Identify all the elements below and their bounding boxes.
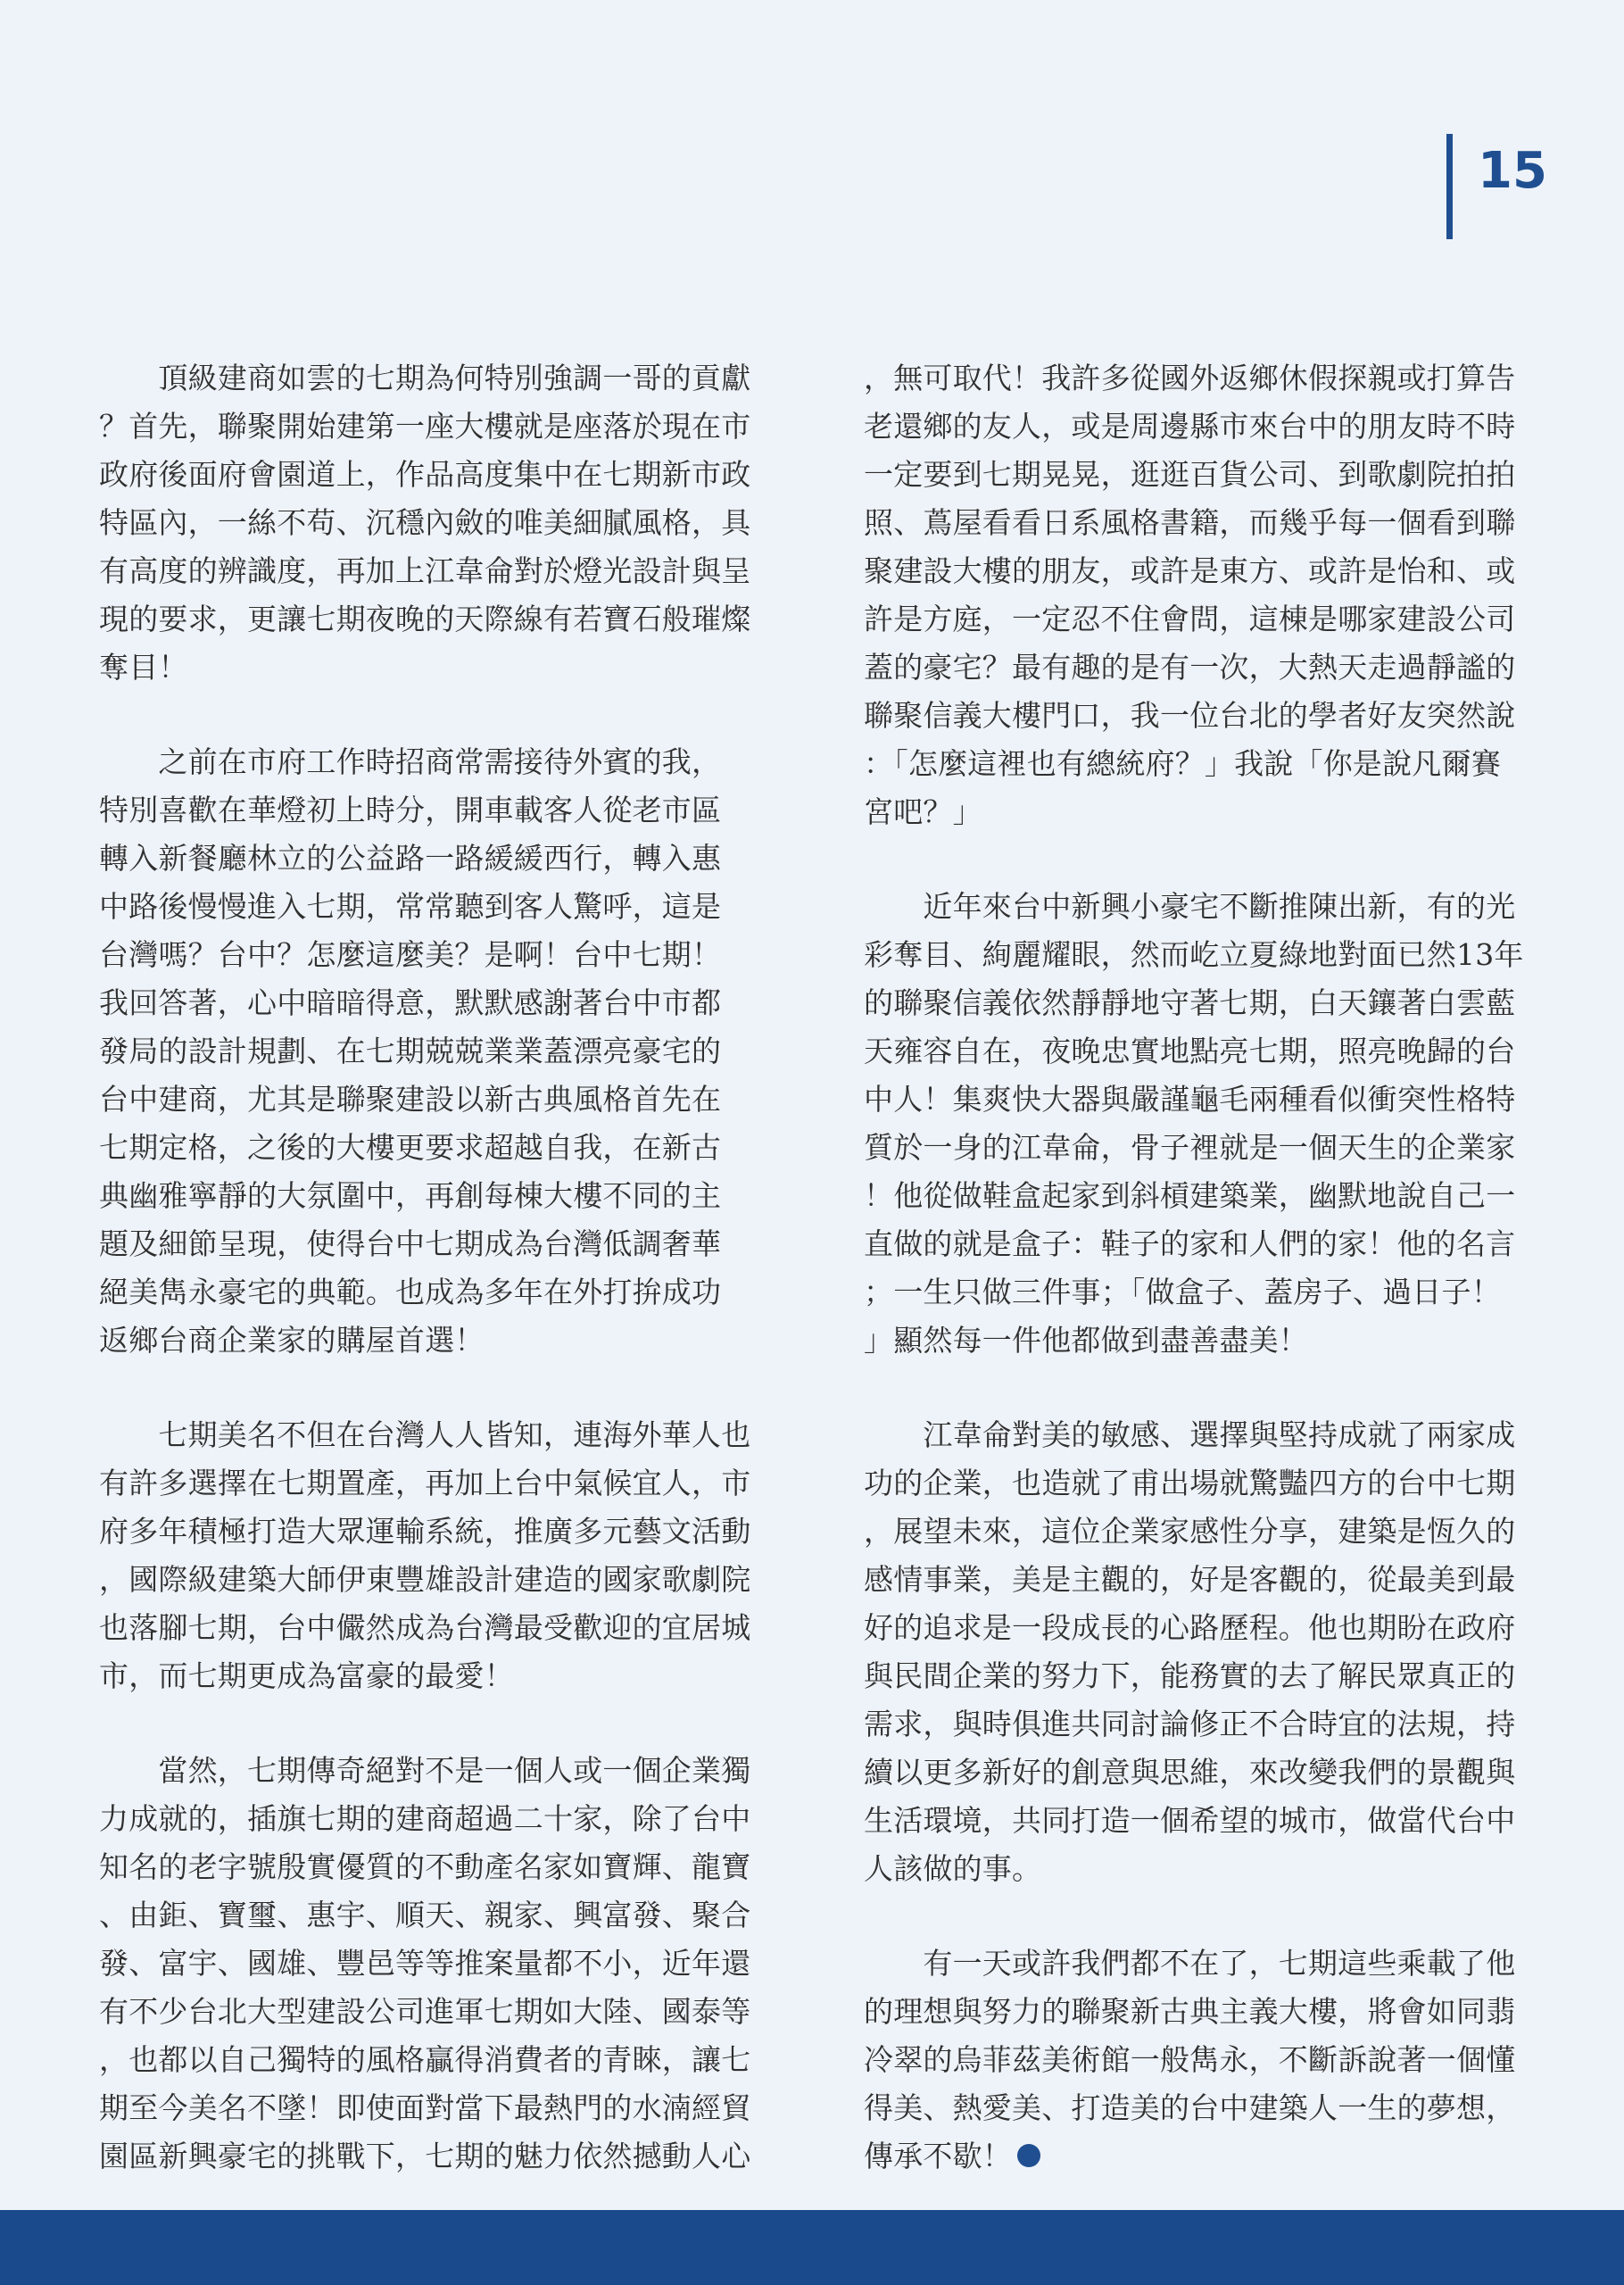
text-line: 政府後面府會園道上，作品高度集中在七期新市政 <box>99 457 751 492</box>
text-line: 市，而七期更成為富豪的最愛！ <box>99 1658 514 1693</box>
paragraph <box>864 354 1519 836</box>
text-line: 好的追求是一段成長的心路歷程。他也期盼在政府 <box>864 1610 1516 1645</box>
text-line: 與民間企業的努力下，能務實的去了解民眾真正的 <box>864 1658 1516 1693</box>
text-line: 蓋的豪宅？最有趣的是有一次，大熱天走過靜謐的 <box>864 650 1516 685</box>
left-column <box>99 354 754 2181</box>
text-line: 生活環境，共同打造一個希望的城市，做當代台中 <box>864 1803 1516 1838</box>
text-line: ，無可取代！我許多從國外返鄉休假探親或打算告 <box>864 361 1516 395</box>
paragraph-gap <box>864 1893 1519 1940</box>
text-line: 發、富宇、國雄、豐邑等等推案量都不小，近年還 <box>99 1946 751 1981</box>
text-line: 台中建商，尤其是聯聚建設以新古典風格首先在 <box>99 1082 722 1117</box>
text-line: 期至今美名不墜！即使面對當下最熱門的水湳經貿 <box>99 2090 751 2125</box>
text-line: 有不少台北大型建設公司進軍七期如大陸、國泰等 <box>99 1994 751 2029</box>
text-line: 江韋侖對美的敏感、選擇與堅持成就了兩家成 <box>864 1417 1516 1452</box>
text-line: 感情事業，美是主觀的，好是客觀的，從最美到最 <box>864 1562 1516 1597</box>
text-line: 台灣嗎？台中？怎麼這麼美？是啊！台中七期！ <box>99 937 722 972</box>
text-line: 之前在市府工作時招商常需接待外賓的我， <box>99 744 722 779</box>
text-line: 現的要求，更讓七期夜晚的天際線有若寶石般璀燦 <box>99 602 751 636</box>
text-line: 奪目！ <box>99 650 188 685</box>
text-line: 中人！集爽快大器與嚴謹龜毛兩種看似衝突性格特 <box>864 1082 1516 1117</box>
text-line: 老還鄉的友人，或是周邊縣市來台中的朋友時不時 <box>864 409 1516 444</box>
text-line: 聯聚信義大樓門口，我一位台北的學者好友突然說 <box>864 698 1516 733</box>
paragraph <box>864 883 1524 1365</box>
text-line: 也落腳七期，台中儼然成為台灣最受歡迎的宜居城 <box>99 1610 751 1645</box>
text-line: 彩奪目、絢麗耀眼，然而屹立夏綠地對面已然13年 <box>864 937 1524 972</box>
text-line: 冷翠的烏菲茲美術館一般雋永，不斷訴說著一個懂 <box>864 2042 1516 2077</box>
paragraph <box>99 738 754 1365</box>
text-line: 有許多選擇在七期置產，再加上台中氣候宜人，市 <box>99 1466 751 1500</box>
text-line: 的理想與努力的聯聚新古典主義大樓，將會如同翡 <box>864 1994 1516 2029</box>
text-line: 」顯然每一件他都做到盡善盡美！ <box>864 1323 1308 1358</box>
text-line: 直做的就是盒子：鞋子的家和人們的家！他的名言 <box>864 1226 1516 1261</box>
text-line: 質於一身的江韋侖，骨子裡就是一個天生的企業家 <box>864 1130 1516 1165</box>
text-line: 聚建設大樓的朋友，或許是東方、或許是怡和、或 <box>864 553 1516 588</box>
text-line: 七期定格，之後的大樓更要求超越自我，在新古 <box>99 1130 722 1165</box>
text-line: 得美、熱愛美、打造美的台中建築人一生的夢想， <box>864 2090 1516 2125</box>
text-line: 頂級建商如雲的七期為何特別強調一哥的貢獻 <box>99 361 751 395</box>
text-line: 典幽雅寧靜的大氛圍中，再創每棟大樓不同的主 <box>99 1178 722 1213</box>
text-line: 知名的老字號殷實優質的不動產名家如寶輝、龍寶 <box>99 1849 751 1884</box>
paragraph-gap <box>864 836 1519 883</box>
text-line: 一定要到七期晃晃，逛逛百貨公司、到歌劇院拍拍 <box>864 457 1516 492</box>
text-line: 宮吧？」 <box>864 794 982 829</box>
text-line: ，國際級建築大師伊東豐雄設計建造的國家歌劇院 <box>99 1562 751 1597</box>
text-line: 力成就的，插旗七期的建商超過二十家，除了台中 <box>99 1801 751 1836</box>
text-line: 當然，七期傳奇絕對不是一個人或一個企業獨 <box>99 1753 751 1788</box>
text-line: 轉入新餐廳林立的公益路一路緩緩西行，轉入惠 <box>99 841 722 876</box>
text-line: 發局的設計規劃、在七期兢兢業業蓋漂亮豪宅的 <box>99 1034 722 1068</box>
text-line: 許是方庭，一定忍不住會問，這棟是哪家建設公司 <box>864 602 1516 636</box>
text-line: 功的企業，也造就了甫出場就驚豔四方的台中七期 <box>864 1466 1516 1500</box>
page-number-rule <box>1446 134 1453 239</box>
page-number: 15 <box>1478 142 1547 200</box>
paragraph <box>99 354 754 692</box>
text-line: 七期美名不但在台灣人人皆知，連海外華人也 <box>99 1417 751 1452</box>
text-line: 園區新興豪宅的挑戰下，七期的魅力依然撼動人心 <box>99 2139 751 2173</box>
text-line: ：「怎麼這裡也有總統府？」我說「你是說凡爾賽 <box>864 746 1501 781</box>
text-line: ；一生只做三件事；「做盒子、蓋房子、過日子！ <box>864 1275 1501 1309</box>
text-line: ！他從做鞋盒起家到斜槓建築業，幽默地說自己一 <box>864 1178 1516 1213</box>
text-line: 有高度的辨識度，再加上江韋侖對於燈光設計與呈 <box>99 553 751 588</box>
paragraph <box>99 1747 754 2181</box>
right-column <box>864 354 1524 2181</box>
text-line: 天雍容自在，夜晚忠實地點亮七期，照亮晚歸的台 <box>864 1034 1516 1068</box>
text-line: 返鄉台商企業家的購屋首選！ <box>99 1323 485 1358</box>
paragraph-gap <box>864 1365 1519 1411</box>
text-line: 續以更多新好的創意與思維，來改變我們的景觀與 <box>864 1755 1516 1790</box>
text-line: 我回答著，心中暗暗得意，默默感謝著台中市都 <box>99 985 722 1020</box>
text-line: 絕美雋永豪宅的典範。也成為多年在外打拚成功 <box>99 1275 722 1309</box>
text-line: 、由鉅、寶璽、惠宇、順天、親家、興富發、聚合 <box>99 1898 751 1932</box>
paragraph-gap <box>99 1365 754 1411</box>
text-line: ？首先，聯聚開始建第一座大樓就是座落於現在市 <box>99 409 751 444</box>
text-line: 中路後慢慢進入七期，常常聽到客人驚呼，這是 <box>99 889 722 924</box>
text-line: ，展望未來，這位企業家感性分享，建築是恆久的 <box>864 1514 1516 1549</box>
text-line: 傳承不歇！ <box>864 2132 1519 2181</box>
end-mark-dot-icon <box>1017 2144 1040 2167</box>
paragraph <box>864 1940 1519 2181</box>
text-line: 照、蔦屋看看日系風格書籍，而幾乎每一個看到聯 <box>864 505 1516 540</box>
paragraph-gap <box>99 692 754 738</box>
text-line: 近年來台中新興小豪宅不斷推陳出新，有的光 <box>864 889 1516 924</box>
paragraph <box>864 1411 1519 1893</box>
text-line: ，也都以自己獨特的風格贏得消費者的青睞，讓七 <box>99 2042 751 2077</box>
text-line: 特別喜歡在華燈初上時分，開車載客人從老市區 <box>99 793 722 827</box>
text-line: 的聯聚信義依然靜靜地守著七期，白天鑲著白雲藍 <box>864 985 1516 1020</box>
paragraph-gap <box>99 1700 754 1747</box>
footer-band <box>0 2210 1624 2285</box>
text-line: 特區內，一絲不苟、沉穩內斂的唯美細膩風格，具 <box>99 505 751 540</box>
text-line: 府多年積極打造大眾運輸系統，推廣多元藝文活動 <box>99 1514 751 1549</box>
text-line: 需求，與時俱進共同討論修正不合時宜的法規，持 <box>864 1707 1516 1741</box>
text-line: 人該做的事。 <box>864 1851 1042 1886</box>
text-line: 有一天或許我們都不在了，七期這些乘載了他 <box>864 1946 1516 1981</box>
paragraph <box>99 1411 754 1700</box>
text-line: 題及細節呈現，使得台中七期成為台灣低調奢華 <box>99 1226 722 1261</box>
